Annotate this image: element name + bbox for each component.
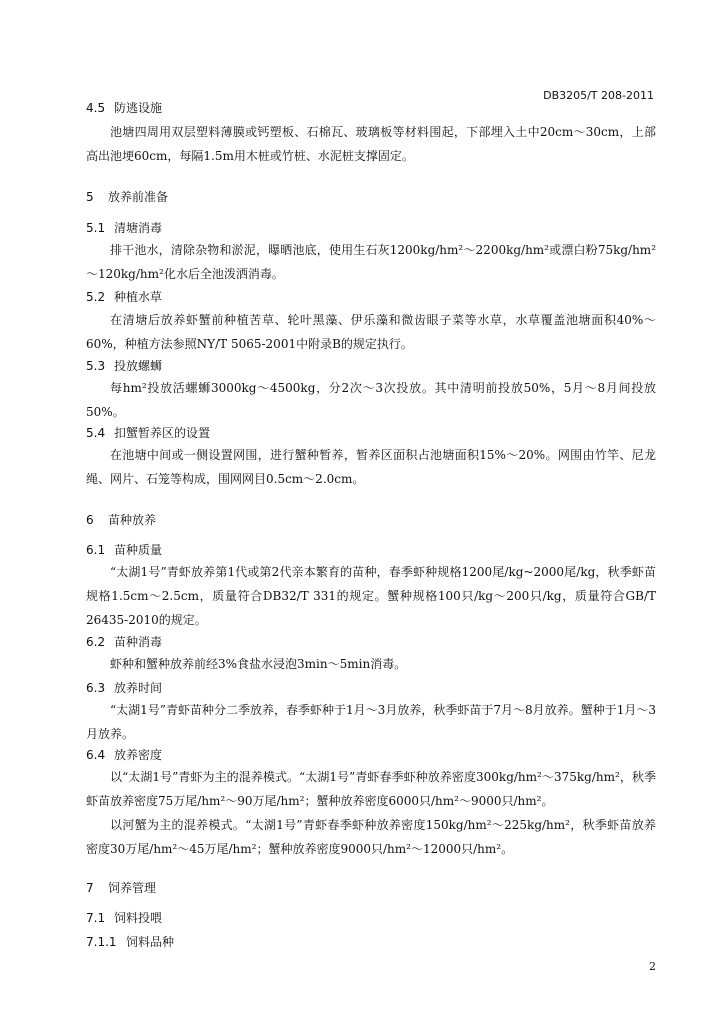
paragraph-6-4-a: 以“太湖1号”青虾为主的混养模式。“太湖1号”青虾春季虾种放养密度300kg/hm²～375kg/hm²，秋季虾苗放养密度75万尾/hm²～90万尾/hm²；蟹种放养密度6000只/hm²～9000只/hm²。 — [86, 770, 656, 808]
paragraph-6-1: “太湖1号”青虾放养第1代或第2代亲本繁育的苗种，春季虾种规格1200尾/kg~2000尾/kg，秋季虾苗规格1.5cm～2.5cm，质量符合DB32/T 331的规定。蟹种规格100只/kg～200只/kg，质量符合GB/T 26435-2010的规定。 — [86, 565, 656, 627]
section-heading-4-5: 4.5 防逃设施 — [86, 101, 163, 115]
paragraph-6-4-b: 以河蟹为主的混养模式。“太湖1号”青虾春季虾种放养密度150kg/hm²～225kg/hm²，秋季虾苗放养密度30万尾/hm²～45万尾/hm²；蟹种放养密度9000只/hm²～12000只/hm²。 — [86, 818, 656, 856]
section-heading-7-1: 7.1 饲料投喂 — [86, 911, 163, 925]
section-heading-6-1: 6.1 苗种质量 — [86, 543, 163, 557]
subsection-heading-7-1-1: 7.1.1 饲料品种 — [86, 935, 175, 949]
section-heading-6-3: 6.3 放养时间 — [86, 681, 163, 695]
section-heading-5-2: 5.2 种植水草 — [86, 290, 163, 304]
section-heading-6-4: 6.4 放养密度 — [86, 748, 163, 762]
chapter-heading-7: 7 饲养管理 — [86, 881, 157, 895]
paragraph-6-2: 虾种和蟹种放养前经3%食盐水浸泡3min～5min消毒。 — [110, 657, 407, 671]
paragraph-4-5: 池塘四周用双层塑料薄膜或钙塑板、石棉瓦、玻璃板等材料围起，下部埋入土中20cm～30cm，上部高出池埂60cm，每隔1.5m用木桩或竹桩、水泥桩支撑固定。 — [86, 125, 656, 163]
section-heading-5-1: 5.1 清塘消毒 — [86, 221, 163, 235]
chapter-heading-6: 6 苗种放养 — [86, 513, 157, 527]
section-heading-5-4: 5.4 扣蟹暂养区的设置 — [86, 426, 211, 440]
paragraph-5-3: 每hm²投放活螺蛳3000kg～4500kg，分2次～3次投放。其中清明前投放50%，5月～8月间投放50%。 — [86, 381, 656, 419]
page-number: 2 — [649, 960, 656, 973]
section-heading-6-2: 6.2 苗种消毒 — [86, 635, 163, 649]
section-heading-5-3: 5.3 投放螺蛳 — [86, 359, 163, 373]
paragraph-5-1: 排干池水，清除杂物和淤泥，曝晒池底，使用生石灰1200kg/hm²～2200kg/hm²或漂白粉75kg/hm²～120kg/hm²化水后全池泼洒消毒。 — [86, 243, 656, 281]
paragraph-5-4: 在池塘中间或一侧设置网围，进行蟹种暂养，暂养区面积占池塘面积15%～20%。网围由竹竿、尼龙绳、网片、石笼等构成，围网网目0.5cm～2.0cm。 — [86, 448, 656, 486]
chapter-heading-5: 5 放养前准备 — [86, 190, 169, 204]
paragraph-6-3: “太湖1号”青虾苗种分二季放养，春季虾种于1月～3月放养，秋季虾苗于7月～8月放养。蟹种于1月～3月放养。 — [86, 703, 656, 741]
document-code: DB3205/T 208-2011 — [543, 89, 654, 102]
paragraph-5-2: 在清塘后放养虾蟹前种植苦草、轮叶黑藻、伊乐藻和微齿眼子菜等水草，水草覆盖池塘面积40%～60%，种植方法参照NY/T 5065-2001中附录B的规定执行。 — [86, 313, 656, 351]
